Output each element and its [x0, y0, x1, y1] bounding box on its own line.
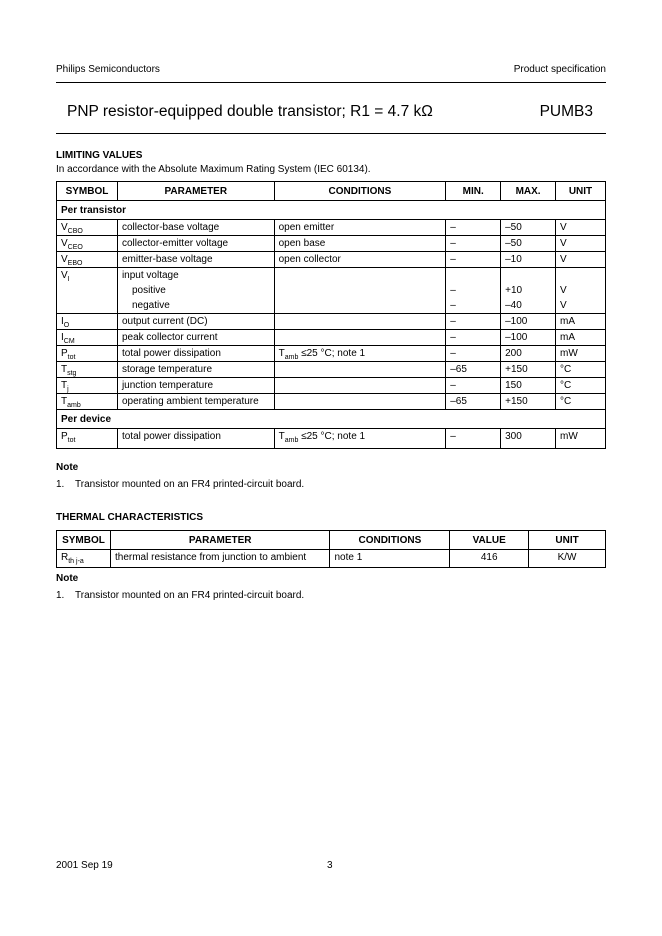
symbol-cell: $V_{CEO}$ — [57, 236, 118, 252]
max-cell: –10 — [501, 252, 556, 268]
conditions-cell — [274, 268, 446, 314]
header-rule — [56, 82, 606, 83]
table-row-input-voltage — [57, 268, 606, 314]
conditions-cell: $T_{amb} \le 25$ °C; note 1 — [274, 346, 446, 362]
col-header-symbol: SYMBOL — [57, 182, 118, 201]
negative-max: –40 — [505, 300, 522, 311]
conditions-cell: open base — [274, 236, 446, 252]
input-voltage-label: input voltage — [121, 270, 179, 281]
header-company: Philips Semiconductors — [56, 64, 160, 75]
max-cell: –100 — [501, 330, 556, 346]
max-cell: 200 — [501, 346, 556, 362]
symbol-cell: $T_j$ — [57, 378, 118, 394]
max-cell: –100 — [501, 314, 556, 330]
note-text: Transistor mounted on an FR4 printed-circuit board. — [75, 479, 305, 490]
unit-cell: °C — [556, 362, 606, 378]
min-cell: –65 — [446, 394, 501, 410]
min-cell: –65 — [446, 362, 501, 378]
table-row — [57, 378, 606, 394]
symbol-cell: $V_{CBO}$ — [57, 220, 118, 236]
col-header-min: MIN. — [446, 182, 501, 201]
thermal-table — [56, 530, 606, 568]
table-header-row — [57, 531, 606, 550]
thermal-note-heading: Note — [56, 573, 79, 584]
symbol-cell: $I_O$ — [57, 314, 118, 330]
note-number: 1. — [56, 479, 65, 490]
min-cell: – — [446, 220, 501, 236]
conditions-cell — [274, 330, 446, 346]
group-label-per-transistor: Per transistor — [57, 201, 606, 220]
limiting-values-intro: In accordance with the Absolute Maximum Rating System (IEC 60134). — [56, 164, 371, 175]
note-heading: Note — [56, 462, 79, 473]
parameter-cell: thermal resistance from junction to ambient — [110, 550, 329, 568]
header-doc-type: Product specification — [513, 64, 606, 75]
thermal-note-number: 1. — [56, 590, 65, 601]
max-cell — [501, 268, 556, 314]
group-row — [57, 201, 606, 220]
table-row — [57, 220, 606, 236]
conditions-cell: open collector — [274, 252, 446, 268]
parameter-cell: operating ambient temperature — [117, 394, 274, 410]
page-title: PNP resistor-equipped double transistor; R1 = 4.7 kΩ — [67, 103, 433, 120]
table-row — [57, 394, 606, 410]
min-cell: – — [446, 378, 501, 394]
unit-cell: V — [556, 220, 606, 236]
value-cell: 416 — [450, 550, 529, 568]
parameter-cell: emitter-base voltage — [117, 252, 274, 268]
parameter-cell: storage temperature — [117, 362, 274, 378]
col-header-max: MAX. — [501, 182, 556, 201]
table-row — [57, 236, 606, 252]
conditions-cell — [274, 394, 446, 410]
min-cell: – — [446, 330, 501, 346]
col-header-symbol: SYMBOL — [57, 531, 111, 550]
max-cell: –50 — [501, 220, 556, 236]
unit-cell: °C — [556, 378, 606, 394]
negative-unit: V — [560, 300, 567, 311]
parameter-cell: output current (DC) — [117, 314, 274, 330]
conditions-cell: open emitter — [274, 220, 446, 236]
parameter-cell: peak collector current — [117, 330, 274, 346]
max-cell: +150 — [501, 394, 556, 410]
conditions-cell: $T_{amb} \le 25$ °C; note 1 — [274, 429, 446, 449]
unit-cell: mA — [556, 314, 606, 330]
col-header-unit: UNIT — [529, 531, 606, 550]
limiting-values-heading: LIMITING VALUES — [56, 150, 143, 161]
col-header-parameter: PARAMETER — [110, 531, 329, 550]
table-row — [57, 346, 606, 362]
min-cell: – — [446, 429, 501, 449]
negative-label: negative — [131, 300, 170, 311]
positive-label: positive — [131, 285, 166, 296]
parameter-cell: total power dissipation — [117, 429, 274, 449]
table-row — [57, 550, 606, 568]
symbol-cell: $P_{tot}$ — [57, 346, 118, 362]
parameter-cell: total power dissipation — [117, 346, 274, 362]
symbol-cell: $T_{amb}$ — [57, 394, 118, 410]
min-cell — [446, 268, 501, 314]
col-header-unit: UNIT — [556, 182, 606, 201]
min-cell: – — [446, 314, 501, 330]
positive-unit: V — [560, 285, 567, 296]
conditions-cell — [274, 314, 446, 330]
symbol-cell: $V_I$ — [57, 268, 118, 314]
unit-cell: °C — [556, 394, 606, 410]
col-header-value: VALUE — [450, 531, 529, 550]
table-row — [57, 429, 606, 449]
parameter-cell: junction temperature — [117, 378, 274, 394]
min-cell: – — [446, 346, 501, 362]
parameter-cell: collector-emitter voltage — [117, 236, 274, 252]
unit-cell: V — [556, 236, 606, 252]
symbol-cell: $R_{th j-a}$ — [57, 550, 111, 568]
max-cell: 150 — [501, 378, 556, 394]
max-cell: –50 — [501, 236, 556, 252]
positive-min: – — [450, 285, 456, 296]
unit-cell: mW — [556, 346, 606, 362]
min-cell: – — [446, 236, 501, 252]
part-number: PUMB3 — [539, 103, 593, 120]
unit-cell: V — [556, 252, 606, 268]
parameter-cell — [117, 268, 274, 314]
group-row — [57, 410, 606, 429]
table-row — [57, 252, 606, 268]
negative-min: – — [450, 300, 456, 311]
positive-max: +10 — [505, 285, 523, 296]
symbol-cell: $V_{EBO}$ — [57, 252, 118, 268]
title-rule — [56, 133, 606, 134]
max-cell: 300 — [501, 429, 556, 449]
unit-cell: K/W — [529, 550, 606, 568]
conditions-cell — [274, 362, 446, 378]
min-cell: – — [446, 252, 501, 268]
group-label-per-device: Per device — [57, 410, 606, 429]
unit-cell: mA — [556, 330, 606, 346]
table-row — [57, 330, 606, 346]
parameter-cell: collector-base voltage — [117, 220, 274, 236]
col-header-conditions: CONDITIONS — [274, 182, 446, 201]
symbol-cell: $T_{stg}$ — [57, 362, 118, 378]
footer-date: 2001 Sep 19 — [56, 860, 113, 871]
unit-cell: mW — [556, 429, 606, 449]
footer-page-number: 3 — [327, 860, 333, 871]
col-header-conditions: CONDITIONS — [330, 531, 450, 550]
thermal-note-text: Transistor mounted on an FR4 printed-circuit board. — [75, 590, 305, 601]
conditions-cell — [274, 378, 446, 394]
thermal-heading: THERMAL CHARACTERISTICS — [56, 512, 204, 523]
max-cell: +150 — [501, 362, 556, 378]
limiting-values-table — [56, 181, 606, 449]
symbol-cell: $I_{CM}$ — [57, 330, 118, 346]
table-header-row — [57, 182, 606, 201]
conditions-cell: note 1 — [330, 550, 450, 568]
table-row — [57, 362, 606, 378]
col-header-parameter: PARAMETER — [117, 182, 274, 201]
table-row — [57, 314, 606, 330]
symbol-cell: $P_{tot}$ — [57, 429, 118, 449]
unit-cell — [556, 268, 606, 314]
